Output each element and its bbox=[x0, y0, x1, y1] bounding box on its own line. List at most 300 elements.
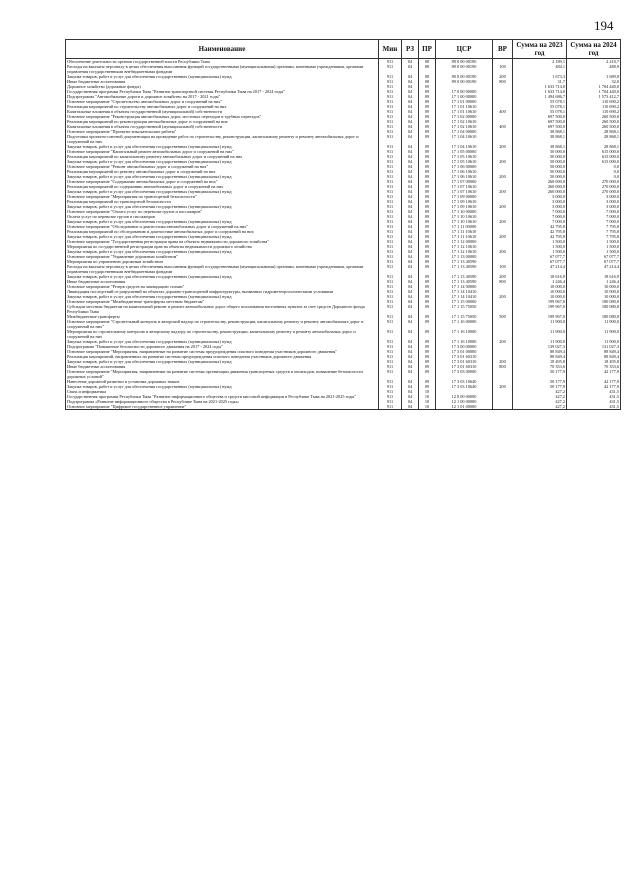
row-sum-2023: 50 177,9 bbox=[513, 379, 567, 384]
row-rz: 04 bbox=[402, 274, 419, 279]
row-csr: 17 1 06 10610 bbox=[436, 174, 493, 179]
row-csr: 17 1 16 00000 bbox=[436, 319, 493, 329]
row-csr: 17 1 10 00000 bbox=[436, 209, 493, 214]
row-sum-2023: 427,2 bbox=[513, 394, 567, 399]
header-vr: ВР bbox=[493, 40, 513, 59]
row-sum-2023: 1 500,0 bbox=[513, 249, 567, 254]
row-pr: 09 bbox=[419, 99, 436, 104]
row-name: Капитальные вложения в объекты государственной (муниципальной) собственности bbox=[66, 124, 379, 129]
row-pr: 10 bbox=[419, 404, 436, 410]
row-pr: 09 bbox=[419, 294, 436, 299]
row-csr: 17 1 00 00000 bbox=[436, 94, 493, 99]
row-pr: 09 bbox=[419, 264, 436, 274]
row-rz: 04 bbox=[402, 384, 419, 389]
row-rz: 04 bbox=[402, 169, 419, 174]
row-sum-2023: 3 000,0 bbox=[513, 204, 567, 209]
row-min: 911 bbox=[379, 369, 402, 379]
row-rz: 04 bbox=[402, 129, 419, 134]
row-name: Субсидии местным бюджетам на капитальный ремонт и ремонт автомобильных дорог общего пользования населенных пунктов за счет средств Дорожного фонда Республики Тыва bbox=[66, 304, 379, 314]
row-name: Иные бюджетные ассигнования bbox=[66, 79, 379, 84]
row-rz: 04 bbox=[402, 264, 419, 274]
row-sum-2023: 1 673,3 bbox=[513, 74, 567, 79]
header-min: Мин bbox=[379, 40, 402, 59]
row-sum-2023: 260 000,0 bbox=[513, 184, 567, 189]
row-csr: 17 1 15 00000 bbox=[436, 299, 493, 304]
row-vr: 200 bbox=[493, 339, 513, 344]
row-rz: 04 bbox=[402, 144, 419, 149]
row-pr: 09 bbox=[419, 184, 436, 189]
row-name: Капитальные вложения в объекты государственной (муниципальной) собственности bbox=[66, 109, 379, 114]
row-min: 911 bbox=[379, 64, 402, 74]
row-pr: 09 bbox=[419, 179, 436, 184]
row-sum-2023: 42 795,8 bbox=[513, 224, 567, 229]
row-sum-2024: 18 495,8 bbox=[567, 359, 621, 364]
row-min: 911 bbox=[379, 314, 402, 319]
row-pr: 09 bbox=[419, 169, 436, 174]
row-sum-2024: 431,5 bbox=[567, 394, 621, 399]
row-rz: 04 bbox=[402, 319, 419, 329]
row-min: 911 bbox=[379, 209, 402, 214]
row-pr: 09 bbox=[419, 344, 436, 349]
row-pr: 10 bbox=[419, 399, 436, 404]
row-min: 911 bbox=[379, 239, 402, 244]
row-min: 911 bbox=[379, 284, 402, 289]
row-rz: 04 bbox=[402, 219, 419, 224]
row-sum-2023: 70 353,6 bbox=[513, 364, 567, 369]
row-min: 911 bbox=[379, 159, 402, 164]
row-vr bbox=[493, 134, 513, 144]
row-name: Реализация мероприятий по строительству автомобильных дорог и сооружений на них bbox=[66, 104, 379, 109]
row-min: 911 bbox=[379, 89, 402, 94]
row-pr: 09 bbox=[419, 174, 436, 179]
row-name: Основное мероприятие "Цифровое государственное управление" bbox=[66, 404, 379, 410]
row-sum-2023: 1 633 714,0 bbox=[513, 89, 567, 94]
row-pr: 09 bbox=[419, 314, 436, 319]
row-rz: 04 bbox=[402, 404, 419, 410]
row-min: 911 bbox=[379, 184, 402, 189]
row-csr: 17 1 02 10610 bbox=[436, 124, 493, 129]
row-sum-2024: 431,5 bbox=[567, 404, 621, 410]
row-min: 911 bbox=[379, 149, 402, 154]
row-min: 911 bbox=[379, 199, 402, 204]
row-rz: 04 bbox=[402, 204, 419, 209]
row-sum-2024: 7 000,0 bbox=[567, 219, 621, 224]
row-sum-2023: 427,2 bbox=[513, 404, 567, 410]
row-sum-2024: 11 900,0 bbox=[567, 339, 621, 344]
row-sum-2024: 260 500,0 bbox=[567, 114, 621, 119]
row-pr: 09 bbox=[419, 214, 436, 219]
row-min: 911 bbox=[379, 134, 402, 144]
row-sum-2024: 42 177,9 bbox=[567, 379, 621, 384]
row-pr: 09 bbox=[419, 204, 436, 209]
row-pr: 09 bbox=[419, 129, 436, 134]
row-vr: 200 bbox=[493, 234, 513, 239]
row-name: Основное мероприятие "Проектно-изыскательские работы" bbox=[66, 129, 379, 134]
row-pr: 09 bbox=[419, 84, 436, 89]
table-row bbox=[66, 264, 621, 274]
row-csr: 17 3 03 00000 bbox=[436, 369, 493, 379]
row-sum-2024: 1 500,0 bbox=[567, 239, 621, 244]
row-min: 911 bbox=[379, 279, 402, 284]
row-pr: 09 bbox=[419, 284, 436, 289]
row-pr: 09 bbox=[419, 219, 436, 224]
row-csr: 89 0 00 00190 bbox=[436, 64, 493, 74]
row-sum-2024: 42 177,9 bbox=[567, 384, 621, 389]
row-pr: 09 bbox=[419, 384, 436, 389]
row-csr: 17 1 13 40590 bbox=[436, 264, 493, 274]
row-csr: 89 0 00 00190 bbox=[436, 74, 493, 79]
row-csr: 17 1 01 10610 bbox=[436, 104, 493, 109]
row-pr: 09 bbox=[419, 114, 436, 119]
row-name: Ликвидация последствий от разрушений на объектах дорожно-транспортной инфраструктуры, вызванных гидрометеорологическими условиями bbox=[66, 289, 379, 294]
row-min: 911 bbox=[379, 224, 402, 229]
row-sum-2023: 260 000,0 bbox=[513, 179, 567, 184]
row-min: 911 bbox=[379, 244, 402, 249]
row-vr: 200 bbox=[493, 274, 513, 279]
row-name: Реализация мероприятий по капитальному ремонту автомобильных дорог и сооружений на них bbox=[66, 154, 379, 159]
row-csr: 17 1 06 00000 bbox=[436, 164, 493, 169]
row-rz: 04 bbox=[402, 349, 419, 354]
table-row bbox=[66, 64, 621, 74]
row-min: 911 bbox=[379, 129, 402, 134]
row-sum-2024: 615 000,0 bbox=[567, 154, 621, 159]
row-min: 911 bbox=[379, 339, 402, 344]
row-name: Мероприятия по государственной регистрации прав на объекты недвижимости дорожного хозяйства bbox=[66, 244, 379, 249]
row-name: Закупка товаров, работ и услуг для обеспечения государственных (муниципальных) нужд bbox=[66, 294, 379, 299]
row-rz: 04 bbox=[402, 249, 419, 254]
row-name: Реализация мероприятий по содержанию автомобильных дорог и сооружений на них bbox=[66, 184, 379, 189]
row-sum-2024: 28 868,1 bbox=[567, 134, 621, 144]
row-pr: 09 bbox=[419, 189, 436, 194]
row-sum-2023: 697 500,0 bbox=[513, 119, 567, 124]
row-sum-2024: 42 177,9 bbox=[567, 369, 621, 379]
row-min: 911 bbox=[379, 204, 402, 209]
page-number: 194 bbox=[594, 18, 614, 33]
row-sum-2024: 131 027,3 bbox=[567, 344, 621, 349]
row-pr: 09 bbox=[419, 229, 436, 234]
row-sum-2023: 11 900,0 bbox=[513, 329, 567, 339]
row-sum-2023: 50 000,0 bbox=[513, 174, 567, 179]
row-name: Реализация мероприятий, направленных на развитие системы предупреждения опасного поведения участников дорожного движения bbox=[66, 354, 379, 359]
row-min: 911 bbox=[379, 219, 402, 224]
row-min: 911 bbox=[379, 354, 402, 359]
row-min: 911 bbox=[379, 104, 402, 109]
row-name: Реализация мероприятий по обследованию и диагностике автомобильных дорог и сооружений на них bbox=[66, 229, 379, 234]
table-row bbox=[66, 304, 621, 314]
row-sum-2024: 70 353,6 bbox=[567, 364, 621, 369]
row-min: 911 bbox=[379, 154, 402, 159]
row-sum-2023: 50 000,0 bbox=[513, 149, 567, 154]
row-sum-2023: 50 000,0 bbox=[513, 159, 567, 164]
row-vr: 800 bbox=[493, 364, 513, 369]
row-name: Закупка товаров, работ и услуг для обеспечения государственных (муниципальных) нужд bbox=[66, 174, 379, 179]
row-min: 911 bbox=[379, 379, 402, 384]
row-min: 911 bbox=[379, 264, 402, 274]
row-name: Закупка товаров, работ и услуг для обеспечения государственных (муниципальных) нужд bbox=[66, 339, 379, 344]
row-rz: 04 bbox=[402, 369, 419, 379]
row-vr: 200 bbox=[493, 174, 513, 179]
row-csr: 17 3 00 00000 bbox=[436, 344, 493, 349]
row-rz: 04 bbox=[402, 94, 419, 99]
row-vr: 800 bbox=[493, 79, 513, 84]
row-csr: 17 1 16 10000 bbox=[436, 329, 493, 339]
row-rz: 04 bbox=[402, 244, 419, 249]
row-csr: 17 1 16 10000 bbox=[436, 339, 493, 344]
row-rz: 04 bbox=[402, 259, 419, 264]
row-vr: 500 bbox=[493, 314, 513, 319]
row-rz: 04 bbox=[402, 399, 419, 404]
row-sum-2023: 50 177,9 bbox=[513, 369, 567, 379]
row-pr: 08 bbox=[419, 74, 436, 79]
row-csr: 17 1 14 00000 bbox=[436, 284, 493, 289]
row-csr: 17 1 09 10610 bbox=[436, 204, 493, 209]
row-csr: 17 1 05 10610 bbox=[436, 154, 493, 159]
row-pr: 09 bbox=[419, 339, 436, 344]
row-csr: 17 1 09 00000 bbox=[436, 194, 493, 199]
row-sum-2024: 1 689,8 bbox=[567, 74, 621, 79]
row-sum-2024: 28 868,1 bbox=[567, 129, 621, 134]
row-pr: 09 bbox=[419, 109, 436, 114]
row-vr: 200 bbox=[493, 189, 513, 194]
row-name: Дорожное хозяйство (дорожные фонды) bbox=[66, 84, 379, 89]
row-sum-2023: 7 000,0 bbox=[513, 209, 567, 214]
row-name: Расходы на выплаты персоналу в целях обеспечения выполнения функций государственными (муниципальными) органами, казенными учреждениями, органами управления государственными внебюджетными фондами bbox=[66, 64, 379, 74]
table-row bbox=[66, 404, 621, 410]
row-rz: 04 bbox=[402, 104, 419, 109]
row-csr: 17 1 09 10610 bbox=[436, 199, 493, 204]
header-rz: РЗ bbox=[402, 40, 419, 59]
row-pr: 08 bbox=[419, 79, 436, 84]
row-name: Связь и информатика bbox=[66, 389, 379, 394]
row-csr: 17 1 14 10410 bbox=[436, 289, 493, 294]
row-vr: 400 bbox=[493, 109, 513, 114]
row-name: Основное мероприятие "Строительный контроль и авторский надзор по строительству, реконструкции, капитальному ремонту и ремонту автомобильных дорог и сооружений на них" bbox=[66, 319, 379, 329]
row-min: 911 bbox=[379, 389, 402, 394]
row-name: Основное мероприятие "Мероприятия по транспортной безопасности" bbox=[66, 194, 379, 199]
row-rz: 04 bbox=[402, 304, 419, 314]
row-csr: 17 1 02 10610 bbox=[436, 119, 493, 124]
row-csr: 17 1 11 00000 bbox=[436, 224, 493, 229]
header-sum-2023: Сумма на 2023 год bbox=[513, 40, 567, 59]
row-sum-2024: 1 500,0 bbox=[567, 249, 621, 254]
row-vr bbox=[493, 319, 513, 329]
row-sum-2023: 38 868,1 bbox=[513, 144, 567, 149]
row-min: 911 bbox=[379, 144, 402, 149]
row-min: 911 bbox=[379, 329, 402, 339]
row-name: Реализация мероприятий по транспортной безопасности bbox=[66, 199, 379, 204]
row-name: Оплата услуг по перевозке грузов и пассажиров bbox=[66, 214, 379, 219]
table-body bbox=[66, 59, 621, 410]
row-sum-2024: 1 500,0 bbox=[567, 244, 621, 249]
row-rz: 04 bbox=[402, 314, 419, 319]
row-pr: 09 bbox=[419, 369, 436, 379]
row-sum-2024: 7 000,0 bbox=[567, 214, 621, 219]
row-name: Закупка товаров, работ и услуг для обеспечения государственных (муниципальных) нужд bbox=[66, 359, 379, 364]
row-csr: 17 1 04 00000 bbox=[436, 129, 493, 134]
row-pr: 09 bbox=[419, 119, 436, 124]
row-min: 911 bbox=[379, 94, 402, 99]
row-rz: 04 bbox=[402, 99, 419, 104]
row-sum-2024: 0,0 bbox=[567, 164, 621, 169]
row-sum-2023: 47 214,4 bbox=[513, 264, 567, 274]
row-pr: 09 bbox=[419, 244, 436, 249]
table-row bbox=[66, 329, 621, 339]
row-pr: 09 bbox=[419, 224, 436, 229]
row-min: 911 bbox=[379, 84, 402, 89]
row-rz: 04 bbox=[402, 114, 419, 119]
row-pr: 09 bbox=[419, 319, 436, 329]
row-pr: 09 bbox=[419, 124, 436, 129]
row-csr: 17 1 15 75050 bbox=[436, 304, 493, 314]
row-pr: 08 bbox=[419, 59, 436, 65]
row-sum-2023: 38 868,1 bbox=[513, 129, 567, 134]
row-rz: 04 bbox=[402, 164, 419, 169]
row-rz: 04 bbox=[402, 254, 419, 259]
row-vr: 100 bbox=[493, 264, 513, 274]
row-name: Подготовка проектно-сметной документации на проведение работ по строительству, реконструкции, капитальному ремонту и ремонту автомобильных дорог и сооружений на них bbox=[66, 134, 379, 144]
row-pr: 09 bbox=[419, 194, 436, 199]
row-min: 911 bbox=[379, 349, 402, 354]
row-pr: 10 bbox=[419, 389, 436, 394]
row-name: Иные бюджетные ассигнования bbox=[66, 364, 379, 369]
row-pr: 09 bbox=[419, 329, 436, 339]
row-vr: 200 bbox=[493, 204, 513, 209]
row-sum-2023: 88 849,4 bbox=[513, 354, 567, 359]
row-sum-2024: 11 900,0 bbox=[567, 329, 621, 339]
row-rz: 04 bbox=[402, 329, 419, 339]
row-name: Подпрограмма "Автомобильные дороги и дорожное хозяйство на 2017 - 2021 годы" bbox=[66, 94, 379, 99]
row-rz: 04 bbox=[402, 279, 419, 284]
row-sum-2023: 31,7 bbox=[513, 79, 567, 84]
row-min: 911 bbox=[379, 259, 402, 264]
row-name: Закупка товаров, работ и услуг для обеспечения государственных (муниципальных) нужд bbox=[66, 204, 379, 209]
row-rz: 04 bbox=[402, 354, 419, 359]
row-csr: 17 1 01 10610 bbox=[436, 109, 493, 114]
table-header bbox=[66, 40, 621, 59]
row-rz: 04 bbox=[402, 64, 419, 74]
row-pr: 09 bbox=[419, 259, 436, 264]
row-sum-2024: 1 704 440,0 bbox=[567, 89, 621, 94]
row-csr: 17 1 01 00000 bbox=[436, 99, 493, 104]
row-sum-2024: 47 214,4 bbox=[567, 264, 621, 274]
row-rz: 04 bbox=[402, 84, 419, 89]
row-name: Закупка товаров, работ и услуг для обеспечения государственных (муниципальных) нужд bbox=[66, 249, 379, 254]
row-rz: 04 bbox=[402, 184, 419, 189]
row-pr: 09 bbox=[419, 89, 436, 94]
row-vr: 200 bbox=[493, 384, 513, 389]
row-pr: 09 bbox=[419, 94, 436, 99]
row-pr: 09 bbox=[419, 274, 436, 279]
row-name: Межбюджетные трансферты bbox=[66, 314, 379, 319]
row-csr: 17 3 03 10640 bbox=[436, 384, 493, 389]
row-name: Реализация мероприятий по реконструкции автомобильных дорог и сооружений на них bbox=[66, 119, 379, 124]
row-pr: 09 bbox=[419, 104, 436, 109]
row-sum-2024: 67 077,7 bbox=[567, 259, 621, 264]
row-pr: 09 bbox=[419, 249, 436, 254]
row-csr: 17 3 01 60310 bbox=[436, 364, 493, 369]
row-name: Основное мероприятие "Обследование и диагностика автомобильных дорог и сооружений на них" bbox=[66, 224, 379, 229]
table-row bbox=[66, 134, 621, 144]
row-sum-2023: 11 900,0 bbox=[513, 339, 567, 344]
row-csr: 17 3 03 10640 bbox=[436, 379, 493, 384]
row-csr: 17 1 06 10610 bbox=[436, 169, 493, 174]
row-min: 911 bbox=[379, 299, 402, 304]
row-min: 911 bbox=[379, 304, 402, 314]
row-rz: 04 bbox=[402, 389, 419, 394]
row-pr: 09 bbox=[419, 159, 436, 164]
row-min: 911 bbox=[379, 99, 402, 104]
row-pr: 09 bbox=[419, 144, 436, 149]
row-name: Основное мероприятие "Ремонт автомобильных дорог и сооружений на них" bbox=[66, 164, 379, 169]
row-sum-2023: 67 077,7 bbox=[513, 259, 567, 264]
row-name: Основное мероприятие "Государственная регистрация права на объекты недвижимости дорожного хозяйства" bbox=[66, 239, 379, 244]
row-csr: 17 1 04 10610 bbox=[436, 144, 493, 149]
row-sum-2023: 10 000,0 bbox=[513, 284, 567, 289]
row-name: Основное мероприятие "Мероприятия, направленные на развитие системы предупреждения опасного поведения участников дорожного движения" bbox=[66, 349, 379, 354]
row-sum-2023: 1 494 686,7 bbox=[513, 94, 567, 99]
row-sum-2024: 270 000,0 bbox=[567, 184, 621, 189]
row-pr: 09 bbox=[419, 359, 436, 364]
row-sum-2024: 10 000,0 bbox=[567, 284, 621, 289]
row-sum-2024: 180 080,8 bbox=[567, 299, 621, 304]
row-sum-2024: 18 616,9 bbox=[567, 274, 621, 279]
row-sum-2024: 431,5 bbox=[567, 389, 621, 394]
row-vr: 200 bbox=[493, 159, 513, 164]
row-sum-2024: 1 573 412,7 bbox=[567, 94, 621, 99]
row-name: Основное мероприятие "Содержание автомобильных дорог и сооружений на них" bbox=[66, 179, 379, 184]
row-pr: 09 bbox=[419, 154, 436, 159]
row-sum-2023: 11 900,0 bbox=[513, 319, 567, 329]
row-csr: 17 1 15 75050 bbox=[436, 314, 493, 319]
row-sum-2023: 10 000,0 bbox=[513, 294, 567, 299]
row-rz: 04 bbox=[402, 59, 419, 65]
row-pr: 09 bbox=[419, 364, 436, 369]
row-rz: 04 bbox=[402, 149, 419, 154]
row-sum-2023: 199 967,0 bbox=[513, 314, 567, 319]
row-sum-2024: 3 000,0 bbox=[567, 199, 621, 204]
row-name: Государственная программа Республики Тыва "Развитие информационного общества и средств массовой информации в Республике Тыва на 2021-2025 годы" bbox=[66, 394, 379, 399]
row-rz: 04 bbox=[402, 224, 419, 229]
row-vr: 200 bbox=[493, 144, 513, 149]
row-vr: 100 bbox=[493, 64, 513, 74]
row-pr: 09 bbox=[419, 149, 436, 154]
row-vr: 200 bbox=[493, 249, 513, 254]
row-csr: 17 3 01 60310 bbox=[436, 359, 493, 364]
row-rz: 04 bbox=[402, 344, 419, 349]
row-rz: 04 bbox=[402, 284, 419, 289]
row-sum-2024: 1 704 440,0 bbox=[567, 84, 621, 89]
row-rz: 04 bbox=[402, 109, 419, 114]
row-name: Основное мероприятие "Межбюджетные трансферты местным бюджетам" bbox=[66, 299, 379, 304]
row-sum-2023: 67 077,7 bbox=[513, 254, 567, 259]
row-sum-2024: 11 900,0 bbox=[567, 319, 621, 329]
row-name: Основное мероприятие "Оплата услуг по перевозке грузов и пассажиров" bbox=[66, 209, 379, 214]
row-sum-2023: 55 078,1 bbox=[513, 109, 567, 114]
row-rz: 04 bbox=[402, 154, 419, 159]
row-sum-2024: 270 000,0 bbox=[567, 189, 621, 194]
row-sum-2023: 697 500,0 bbox=[513, 114, 567, 119]
row-min: 911 bbox=[379, 289, 402, 294]
row-csr: 17 1 07 00000 bbox=[436, 179, 493, 184]
row-sum-2024: 180 080,8 bbox=[567, 304, 621, 314]
row-rz: 04 bbox=[402, 289, 419, 294]
row-rz: 04 bbox=[402, 119, 419, 124]
header-sum-2024: Сумма на 2024 год bbox=[567, 40, 621, 59]
row-csr: 89 0 00 00190 bbox=[436, 59, 493, 65]
row-vr: 200 bbox=[493, 359, 513, 364]
row-sum-2024: 3 000,0 bbox=[567, 204, 621, 209]
row-sum-2024: 88 849,4 bbox=[567, 354, 621, 359]
